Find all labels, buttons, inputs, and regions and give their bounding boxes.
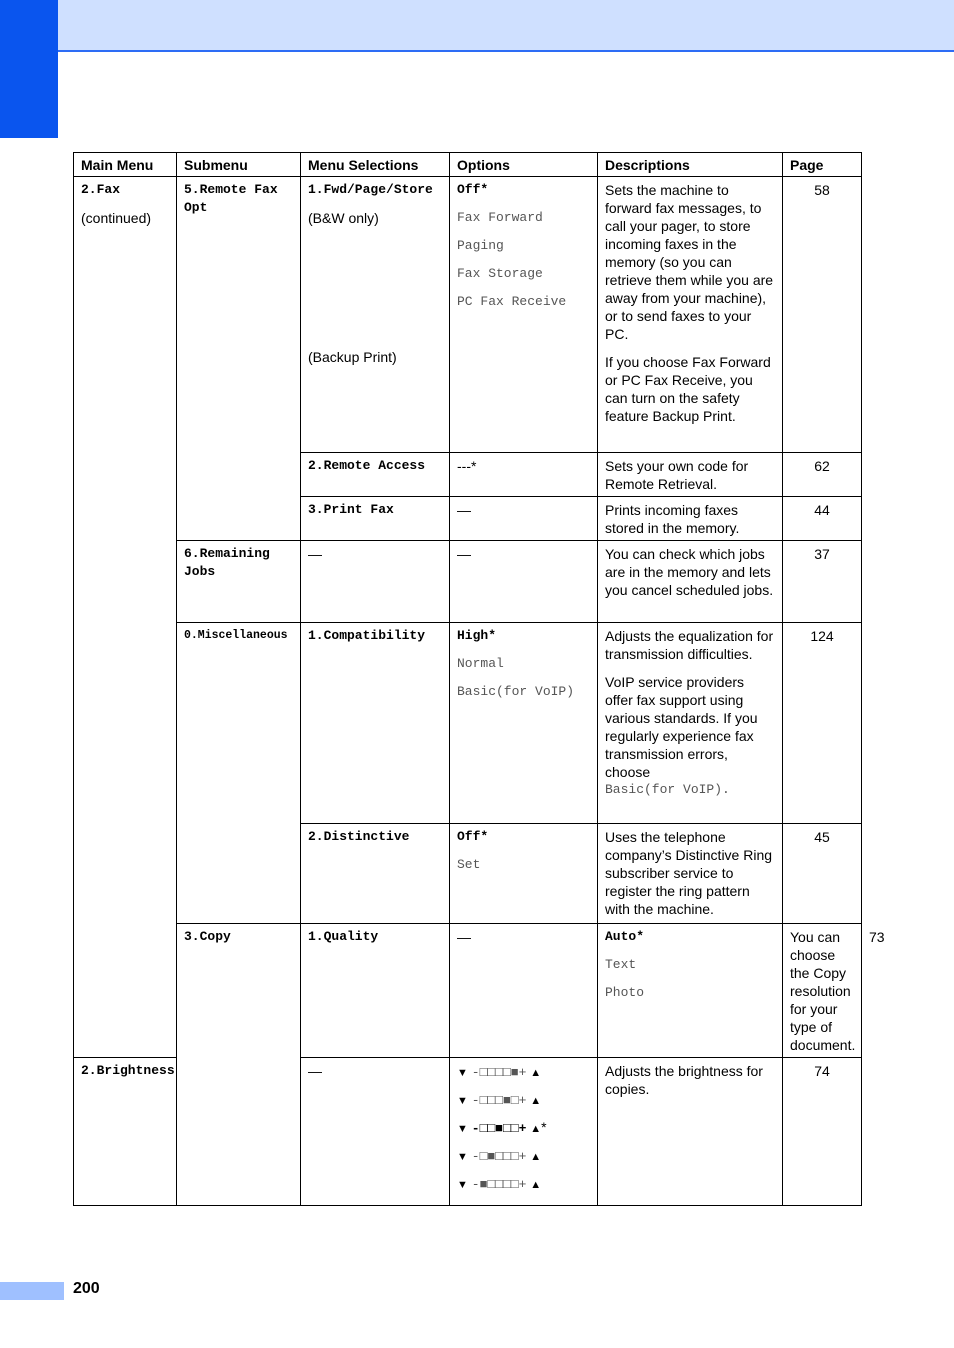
option-remote-access: ---* — [450, 453, 598, 497]
option-photo: Photo — [605, 985, 645, 1000]
header-descriptions: Descriptions — [598, 153, 783, 177]
submenu-remote-fax-opt: 5.Remote Fax Opt — [184, 182, 278, 215]
footer-bar — [0, 1282, 64, 1300]
option-text: Text — [605, 957, 637, 972]
option-fax-forward: Fax Forward — [457, 210, 543, 225]
up-arrow-icon: ▲ — [530, 1179, 542, 1191]
desc-brightness: Adjusts the brightness for copies. — [598, 1058, 783, 1206]
submenu-brightness-cell — [74, 1058, 177, 1206]
desc-fwd-2: If you choose Fax Forward or PC Fax Receive, you can turn on the safety feature Backup Print. — [605, 354, 771, 424]
desc-quality: You can choose the Copy resolution for your type of document. — [783, 924, 862, 1058]
selection-distinctive-cell — [301, 824, 450, 924]
option-print-fax: — — [450, 497, 598, 541]
submenu-remaining-jobs: 6.Remaining Jobs — [184, 546, 270, 579]
header-page: Page — [783, 153, 862, 177]
submenu-quality-cell — [301, 924, 450, 1058]
selection-remote-access: 2.Remote Access — [308, 458, 426, 473]
selection-distinctive: 2.Distinctive — [308, 829, 410, 844]
page-compat: 124 — [783, 623, 862, 824]
menu-table — [73, 152, 885, 1206]
selection-fwd-page-store: 1.Fwd/Page/Store — [308, 182, 433, 197]
selection-compat-cell — [301, 623, 450, 824]
brightness-option: ▼ -□■□□□+ ▲ — [457, 1149, 542, 1164]
main-menu-fax: 2.Fax — [81, 182, 121, 197]
option-normal: Normal — [457, 656, 504, 671]
selection-fwd-page-store-cell — [301, 177, 450, 453]
selection-backup-note: (Backup Print) — [308, 349, 397, 365]
header-options: Options — [450, 153, 598, 177]
up-arrow-icon: ▲ — [530, 1067, 542, 1079]
option-auto: Auto* — [605, 929, 645, 944]
submenu-brightness: 2.Brightness — [81, 1063, 175, 1078]
option-high: High* — [457, 628, 497, 643]
down-arrow-icon: ▼ — [457, 1179, 468, 1191]
option-pc-fax-receive: PC Fax Receive — [457, 294, 567, 309]
table-row — [74, 541, 862, 623]
option-fax-storage: Fax Storage — [457, 266, 543, 281]
page-brightness: 74 — [783, 1058, 862, 1206]
page-remaining-jobs: 37 — [783, 541, 862, 623]
options-compat-cell — [450, 623, 598, 824]
selection-compatibility: 1.Compatibility — [308, 628, 426, 643]
page-distinctive: 45 — [783, 824, 862, 924]
table-header-row — [74, 153, 862, 177]
desc-compat-1: Adjusts the equalization for transmission difficulties. — [605, 628, 774, 662]
selection-remote-access-cell — [301, 453, 450, 497]
options-fwd-cell — [450, 177, 598, 453]
selection-print-fax-cell — [301, 497, 450, 541]
default-mark: * — [541, 1119, 547, 1135]
down-arrow-icon: ▼ — [457, 1151, 468, 1163]
selection-print-fax: 3.Print Fax — [308, 502, 394, 517]
selection-bw-note: (B&W only) — [308, 210, 379, 226]
selection-remaining-jobs: — — [301, 541, 450, 623]
submenu-miscellaneous: 0.Miscellaneous — [184, 629, 288, 642]
option-remaining-jobs: — — [450, 541, 598, 623]
selection-brightness: — — [301, 1058, 450, 1206]
up-arrow-icon: ▲ — [530, 1123, 542, 1135]
submenu-quality: 1.Quality — [308, 929, 379, 944]
brightness-option-default: ▼ -□□■□□+ ▲* — [457, 1119, 547, 1136]
up-arrow-icon: ▲ — [530, 1095, 542, 1107]
up-arrow-icon: ▲ — [530, 1151, 542, 1163]
desc-compat-2: VoIP service providers offer fax support using various standards. If you regularly experience fax transmission errors, choose — [605, 674, 758, 780]
desc-fwd-cell — [598, 177, 783, 453]
option-set: Set — [457, 857, 481, 872]
options-distinctive-cell — [450, 824, 598, 924]
option-basic-voip: Basic(for VoIP) — [457, 684, 575, 699]
down-arrow-icon: ▼ — [457, 1067, 468, 1079]
desc-remaining-jobs: You can check which jobs are in the memory and lets you cancel scheduled jobs. — [598, 541, 783, 623]
options-quality-cell — [598, 924, 783, 1058]
brightness-option: ▼ -□□□□■+ ▲ — [457, 1065, 542, 1080]
main-menu-fax-note: (continued) — [81, 210, 152, 226]
desc-print-fax: Prints incoming faxes stored in the memory. — [598, 497, 783, 541]
table-row: 3.Copy 1.Quality — Auto* Text Photo You can choose the Copy resolution for your type of document. 73 — [74, 924, 862, 1058]
desc-compat-cell — [598, 623, 783, 824]
desc-compat-code: Basic(for VoIP). — [605, 782, 730, 797]
brightness-option: ▼ -□□□■□+ ▲ — [457, 1093, 542, 1108]
page-remote-access: 62 — [783, 453, 862, 497]
chapter-tab — [0, 0, 58, 138]
table-row — [74, 623, 862, 824]
page-number: 200 — [73, 1280, 100, 1297]
desc-fwd-1: Sets the machine to forward fax messages, to call your pager, to store incoming faxes in the memory (so you can retrieve them while you are away from your machine), or to send faxes to your PC. — [605, 182, 774, 342]
option-paging: Paging — [457, 238, 504, 253]
desc-distinctive: Uses the telephone company’s Distinctive Ring subscriber service to register the ring pattern with the machine. — [598, 824, 783, 924]
table-row — [74, 177, 862, 453]
options-brightness-cell — [450, 1058, 598, 1206]
down-arrow-icon: ▼ — [457, 1095, 468, 1107]
submenu-remote-fax-cell — [177, 177, 301, 541]
header-submenu: Submenu — [177, 153, 301, 177]
submenu-remaining-jobs-cell — [177, 541, 301, 623]
main-menu-fax-cell — [74, 177, 177, 1058]
option-off: Off* — [457, 829, 489, 844]
desc-remote-access: Sets your own code for Remote Retrieval. — [598, 453, 783, 497]
main-menu-copy-cell — [177, 924, 301, 1206]
submenu-misc-cell — [177, 623, 301, 924]
header-menu-selections: Menu Selections — [301, 153, 450, 177]
page-fwd: 58 — [783, 177, 862, 453]
option-off: Off* — [457, 182, 489, 197]
page-print-fax: 44 — [783, 497, 862, 541]
header-band — [0, 0, 954, 52]
selection-quality: — — [450, 924, 598, 1058]
main-menu-copy: 3.Copy — [184, 929, 231, 944]
down-arrow-icon: ▼ — [457, 1123, 468, 1135]
header-main-menu: Main Menu — [74, 153, 177, 177]
brightness-option: ▼ -■□□□□+ ▲ — [457, 1177, 542, 1192]
